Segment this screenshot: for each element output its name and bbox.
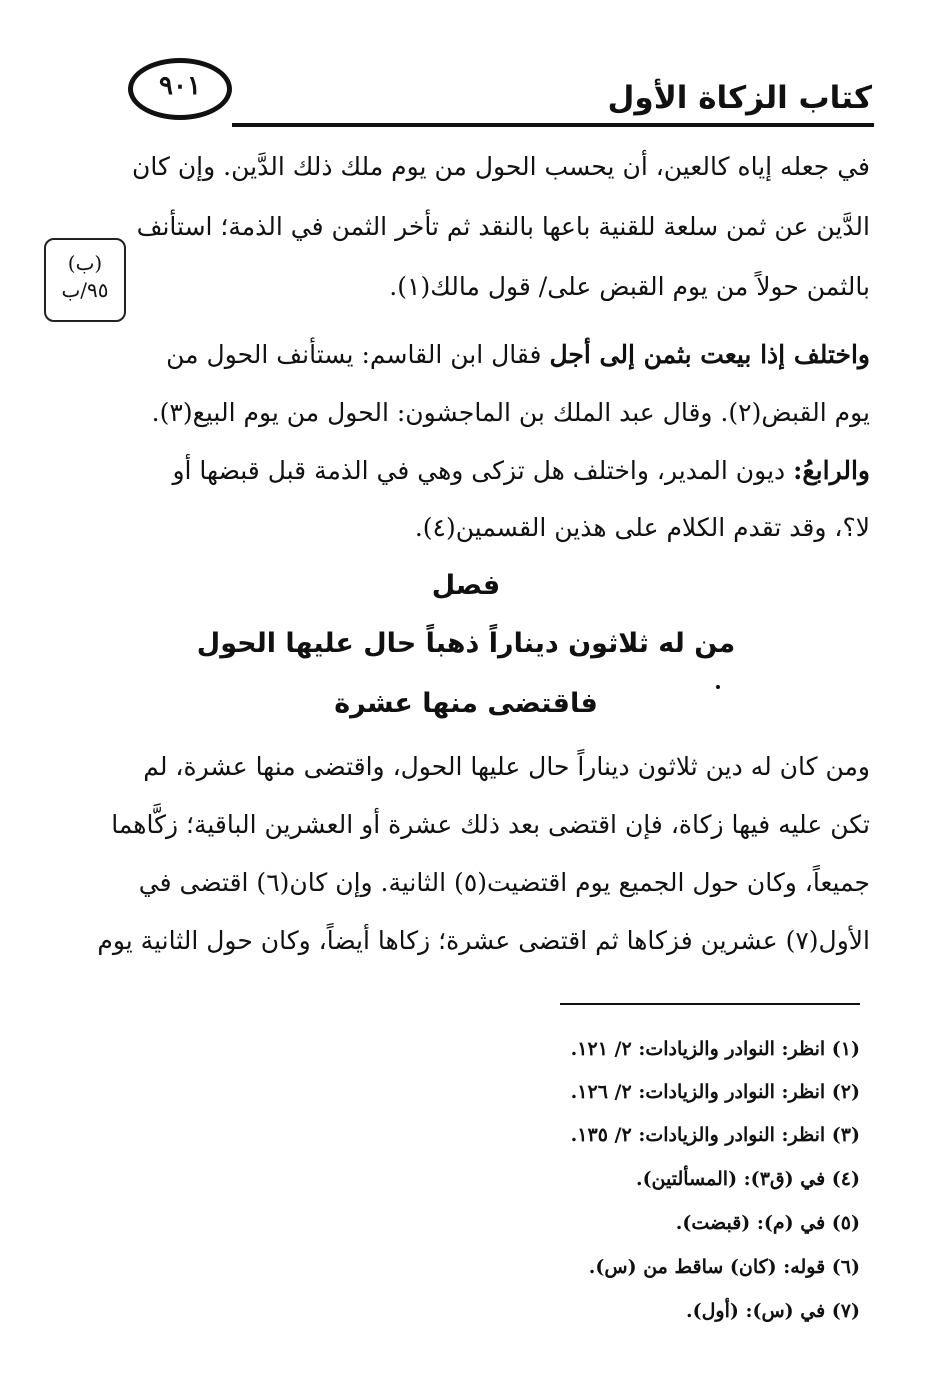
footnote-separator bbox=[560, 1003, 860, 1005]
body-line-6-rest: ديون المدير، واختلف هل تزكى وهي في الذمة قبل قبضها أو bbox=[172, 456, 794, 485]
body-line-2: الدَّين عن ثمن سلعة للقنية باعها بالنقد ثم تأخر الثمن في الذمة؛ استأنف bbox=[136, 212, 870, 241]
body-line-4 bbox=[166, 340, 870, 369]
footnote-5: (٥) في (م): (قبضت). bbox=[675, 1212, 860, 1234]
footnote-7: (٧) في (س): (أول). bbox=[685, 1300, 860, 1322]
footnote-4: (٤) في (ق٣): (المسألتين). bbox=[635, 1168, 860, 1190]
margin-note-line1: (ب) bbox=[67, 251, 103, 275]
body-line-11: الأول(٧) عشرين فزكاها ثم اقتضى عشرة؛ زكاها أيضاً، وكان حول الثانية يوم bbox=[97, 926, 870, 955]
section-title-line2: فاقتضى منها عشرة bbox=[334, 688, 598, 719]
section-label: فصل bbox=[431, 570, 501, 601]
margin-note-line2: ٩٥/ب bbox=[61, 278, 109, 302]
footnote-1: (١) انظر: النوادر والزيادات: ٢/ ١٢١. bbox=[570, 1038, 860, 1060]
footnote-2: (٢) انظر: النوادر والزيادات: ٢/ ١٢٦. bbox=[570, 1081, 860, 1103]
page-number: ٩٠١ bbox=[159, 71, 201, 101]
body-line-1: في جعله إياه كالعين، أن يحسب الحول من يوم ملك ذلك الدَّين. وإن كان bbox=[132, 152, 870, 181]
page-number-oval bbox=[128, 58, 232, 120]
body-line-6 bbox=[172, 456, 870, 485]
body-line-3: بالثمن حولاً من يوم القبض على/ قول مالك(١). bbox=[389, 272, 870, 301]
footnote-6: (٦) قوله: (كان) ساقط من (س). bbox=[588, 1256, 860, 1278]
body-line-10: جميعاً، وكان حول الجميع يوم اقتضيت(٥) الثانية. وإن كان(٦) اقتضى في bbox=[138, 868, 870, 897]
body-line-8: ومن كان له دين ثلاثون ديناراً حال عليها الحول، واقتضى منها عشرة، لم bbox=[143, 752, 870, 781]
body-line-9: تكن عليه فيها زكاة، فإن اقتضى بعد ذلك عشرة أو العشرين الباقية؛ زكَّاهما bbox=[111, 810, 870, 839]
section-title-line1: من له ثلاثون ديناراً ذهباً حال عليها الحول bbox=[196, 628, 736, 659]
body-line-7: لا؟، وقد تقدم الكلام على هذين القسمين(٤). bbox=[414, 513, 870, 542]
header-rule bbox=[232, 123, 874, 127]
body-line-6-bold: والرابعُ: bbox=[793, 456, 870, 485]
body-line-4-rest: فقال ابن القاسم: يستأنف الحول من bbox=[166, 340, 550, 369]
footnote-3: (٣) انظر: النوادر والزيادات: ٢/ ١٣٥. bbox=[570, 1124, 860, 1146]
running-title: كتاب الزكاة الأول bbox=[607, 80, 872, 116]
body-line-4-bold: واختلف إذا بيعت بثمن إلى أجل bbox=[549, 340, 870, 369]
body-line-5: يوم القبض(٢). وقال عبد الملك بن الماجشون: الحول من يوم البيع(٣). bbox=[151, 398, 870, 427]
margin-note bbox=[44, 238, 126, 322]
